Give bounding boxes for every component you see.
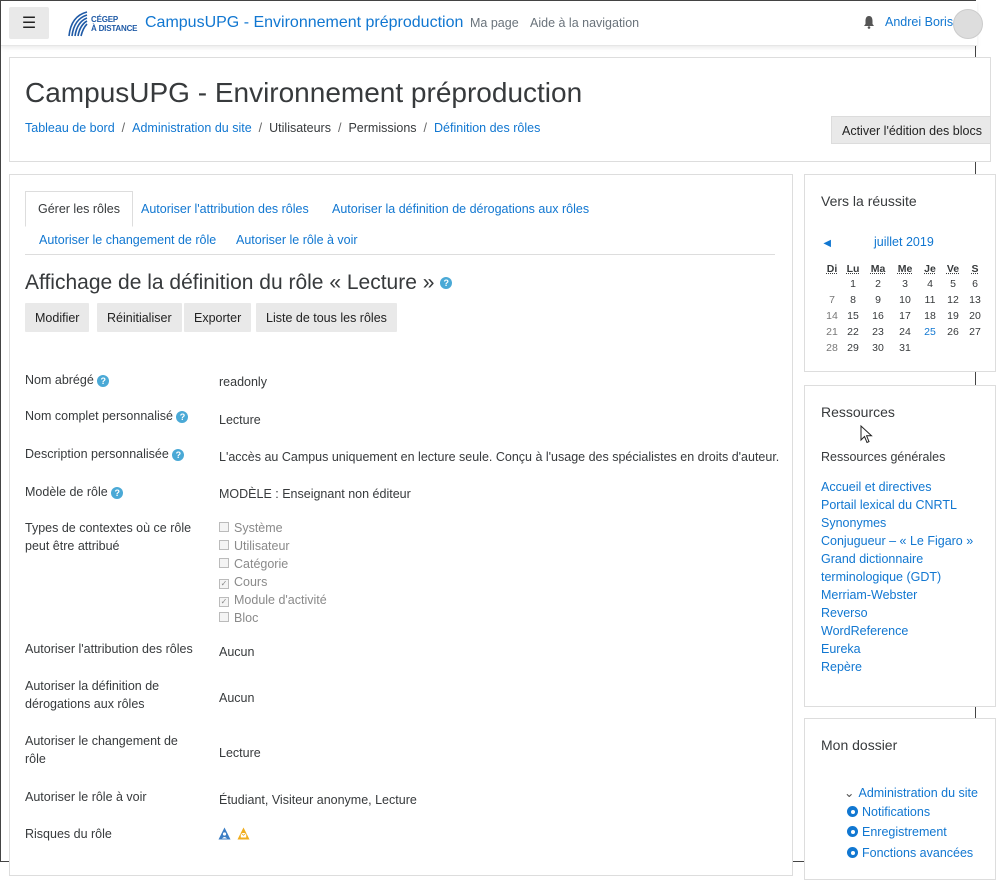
checkmark-icon: ✓ xyxy=(220,597,228,606)
help-icon[interactable]: ? xyxy=(176,411,188,423)
calendar-day[interactable]: 19 xyxy=(947,310,959,322)
calendar-day[interactable]: 23 xyxy=(872,326,884,338)
calendar-day[interactable]: 28 xyxy=(826,342,838,354)
edit-blocks-button[interactable]: Activer l'édition des blocs xyxy=(831,116,991,144)
tree-item-enregistrement[interactable]: Enregistrement xyxy=(847,825,947,839)
logo-text-line1: CÉGEP xyxy=(91,15,119,24)
resource-link-synonymes[interactable]: Synonymes xyxy=(821,516,887,530)
context-checkbox-systeme: Système xyxy=(219,521,283,535)
calendar-day-header: Lu xyxy=(846,263,860,275)
tab-gerer-roles[interactable]: Gérer les rôles xyxy=(25,191,133,227)
checkmark-icon: ✓ xyxy=(220,579,228,588)
user-menu[interactable]: Andrei Boris xyxy=(885,15,954,29)
calendar-day[interactable]: 10 xyxy=(899,294,911,306)
calendar-day[interactable]: 11 xyxy=(924,294,936,306)
hamburger-icon[interactable]: ☰ xyxy=(9,7,49,39)
calendar-day[interactable]: 29 xyxy=(847,342,859,354)
allow-override-value: Aucun xyxy=(219,691,255,705)
calendar-day[interactable]: 1 xyxy=(850,278,856,290)
breadcrumb-tableau-de-bord[interactable]: Tableau de bord xyxy=(25,121,115,135)
breadcrumb-utilisateurs: Utilisateurs xyxy=(269,121,331,135)
tree-item-fonctions-avancees[interactable]: Fonctions avancées xyxy=(847,846,973,860)
context-checkbox-bloc: Bloc xyxy=(219,611,258,625)
breadcrumb-permissions: Permissions xyxy=(348,121,417,135)
breadcrumb-administration[interactable]: Administration du site xyxy=(132,121,252,135)
resource-link-wordreference[interactable]: WordReference xyxy=(821,624,909,638)
resource-link-merriam[interactable]: Merriam-Webster xyxy=(821,588,918,602)
resource-link-gdt-2[interactable]: terminologique (GDT) xyxy=(821,570,942,584)
calendar-day[interactable]: 2 xyxy=(875,278,881,290)
arrow-left-icon[interactable]: ◄ xyxy=(821,236,834,250)
help-icon[interactable]: ? xyxy=(440,277,452,289)
site-logo[interactable] xyxy=(67,10,141,38)
help-icon[interactable]: ? xyxy=(172,449,184,461)
archetype-value: MODÈLE : Enseignant non éditeur xyxy=(219,487,411,501)
allow-view-value: Étudiant, Visiteur anonyme, Lecture xyxy=(219,793,417,807)
logo-text-line2: À DISTANCE xyxy=(91,24,138,33)
tab-derogations[interactable]: Autoriser la définition de dérogations aux rôles xyxy=(332,202,590,216)
short-name-value: readonly xyxy=(219,375,267,389)
full-name-value: Lecture xyxy=(219,413,261,427)
role-title-text: Affichage de la définition du rôle « Lecture » xyxy=(25,271,435,294)
calendar-day[interactable]: 21 xyxy=(826,326,838,338)
resource-link-reverso[interactable]: Reverso xyxy=(821,606,868,620)
tree-item-notifications[interactable]: Notifications xyxy=(847,805,930,819)
allow-assign-label: Autoriser l'attribution des rôles xyxy=(25,642,193,656)
description-label: Description personnalisée ? xyxy=(25,445,184,463)
calendar-day[interactable]: 16 xyxy=(872,310,884,322)
allow-switch-label: Autoriser le changement de rôle xyxy=(25,734,178,766)
checkbox-icon xyxy=(219,612,229,622)
help-icon[interactable]: ? xyxy=(111,487,123,499)
checkbox-icon xyxy=(219,522,229,532)
full-name-label: Nom complet personnalisé ? xyxy=(25,407,188,425)
page-title: CampusUPG - Environnement préproduction xyxy=(25,77,583,108)
calendar-day[interactable]: 22 xyxy=(847,326,859,338)
description-value: L'accès au Campus uniquement en lecture seule. Conçu à l'usage des spécialistes en droits d'auteur. xyxy=(219,450,780,464)
checkbox-icon xyxy=(219,540,229,550)
allow-override-label: Autoriser la définition de dérogations aux rôles xyxy=(25,679,160,711)
modify-button[interactable]: Modifier xyxy=(25,303,89,332)
calendar-day-header: S xyxy=(971,263,979,275)
calendar-block-title: Vers la réussite xyxy=(821,193,917,209)
mouse-cursor-icon xyxy=(860,425,874,445)
resource-link-eureka[interactable]: Eureka xyxy=(821,642,861,656)
calendar-day[interactable]: 5 xyxy=(950,278,956,290)
calendar-day[interactable]: 8 xyxy=(850,294,856,306)
risk-personal-icon[interactable] xyxy=(218,827,231,840)
calendar-day-header: Je xyxy=(924,263,936,275)
archetype-label: Modèle de rôle ? xyxy=(25,483,123,501)
calendar-day[interactable]: 20 xyxy=(969,310,981,322)
nav-link-aide[interactable]: Aide à la navigation xyxy=(530,16,640,30)
contexts-label: Types de contextes où ce rôle peut être attribué xyxy=(25,521,192,553)
resource-link-cnrtl[interactable]: Portail lexical du CNRTL xyxy=(821,498,957,512)
top-navbar xyxy=(1,1,977,46)
resource-link-accueil[interactable]: Accueil et directives xyxy=(821,480,932,494)
calendar-day[interactable]: 13 xyxy=(969,294,981,306)
calendar-day-header: Ma xyxy=(870,263,886,275)
calendar-day[interactable]: 9 xyxy=(875,294,881,306)
logo-mark-icon xyxy=(67,10,89,38)
resource-link-gdt[interactable]: Grand dictionnaire xyxy=(821,552,924,566)
tab-role-a-voir[interactable]: Autoriser le rôle à voir xyxy=(236,233,358,247)
calendar-day[interactable]: 6 xyxy=(972,278,978,290)
allow-switch-value: Lecture xyxy=(219,746,261,760)
context-checkbox-cours: ✓ Cours xyxy=(220,575,268,589)
context-checkbox-utilisateur: Utilisateur xyxy=(219,539,290,553)
page-header xyxy=(9,57,991,162)
tab-attribution[interactable]: Autoriser l'attribution des rôles xyxy=(141,202,309,216)
calendar-month[interactable]: juillet 2019 xyxy=(874,235,934,249)
calendar-day[interactable]: 7 xyxy=(829,294,835,306)
short-name-label: Nom abrégé ? xyxy=(25,371,109,389)
list-roles-button[interactable]: Liste de tous les rôles xyxy=(256,303,397,332)
role-title xyxy=(25,271,452,295)
allow-view-label: Autoriser le rôle à voir xyxy=(25,790,147,804)
calendar-day[interactable]: 25 xyxy=(924,326,936,338)
tree-admin-site[interactable]: ⌄ Administration du site xyxy=(844,786,978,800)
calendar-day[interactable]: 14 xyxy=(826,310,838,322)
risks-label: Risques du rôle xyxy=(25,827,112,841)
context-checkbox-categorie: Catégorie xyxy=(219,557,288,571)
tabs-divider xyxy=(25,254,775,255)
help-icon[interactable]: ? xyxy=(97,375,109,387)
calendar-day[interactable]: 18 xyxy=(924,310,936,322)
gear-icon xyxy=(847,847,858,858)
gear-icon xyxy=(847,826,858,837)
tab-changement[interactable]: Autoriser le changement de rôle xyxy=(39,233,217,247)
calendar-day[interactable]: 15 xyxy=(847,310,859,322)
export-button[interactable]: Exporter xyxy=(184,303,251,332)
risk-spam-icon[interactable] xyxy=(237,827,250,840)
calendar-day[interactable]: 30 xyxy=(872,342,884,354)
resources-block-title: Ressources xyxy=(821,404,895,420)
calendar-day[interactable]: 31 xyxy=(899,342,911,354)
resource-link-conjugueur[interactable]: Conjugueur – « Le Figaro » xyxy=(821,534,974,548)
calendar-day[interactable]: 3 xyxy=(902,278,908,290)
calendar-day-header: Me xyxy=(897,263,913,275)
calendar-day[interactable]: 26 xyxy=(947,326,959,338)
context-checkbox-module: ✓ Module d'activité xyxy=(220,593,327,607)
calendar-day[interactable]: 24 xyxy=(899,326,911,338)
calendar-day-header: Di xyxy=(826,263,838,275)
gear-icon xyxy=(847,806,858,817)
checkbox-icon xyxy=(219,558,229,568)
brand-link[interactable]: CampusUPG - Environnement préproduction xyxy=(145,14,464,31)
bell-icon[interactable] xyxy=(863,15,875,29)
nav-link-ma-page[interactable]: Ma page xyxy=(470,16,519,30)
reset-button[interactable]: Réinitialiser xyxy=(97,303,182,332)
resource-link-repere[interactable]: Repère xyxy=(821,660,862,674)
calendar-day[interactable]: 17 xyxy=(899,310,911,322)
calendar-day[interactable]: 12 xyxy=(947,294,959,306)
avatar[interactable] xyxy=(953,9,983,39)
calendar-day-header: Ve xyxy=(946,263,960,275)
chevron-down-icon: ⌄ xyxy=(844,786,855,800)
breadcrumb-definition-roles[interactable]: Définition des rôles xyxy=(434,121,541,135)
resources-subtitle: Ressources générales xyxy=(821,450,946,464)
breadcrumb: Tableau de bord / Administration du site / Utilisateurs / Permissions / Définition des rôles xyxy=(25,121,541,135)
folder-block-title: Mon dossier xyxy=(821,737,898,753)
calendar-day[interactable]: 27 xyxy=(969,326,981,338)
allow-assign-value: Aucun xyxy=(219,645,255,659)
calendar-day[interactable]: 4 xyxy=(927,278,933,290)
